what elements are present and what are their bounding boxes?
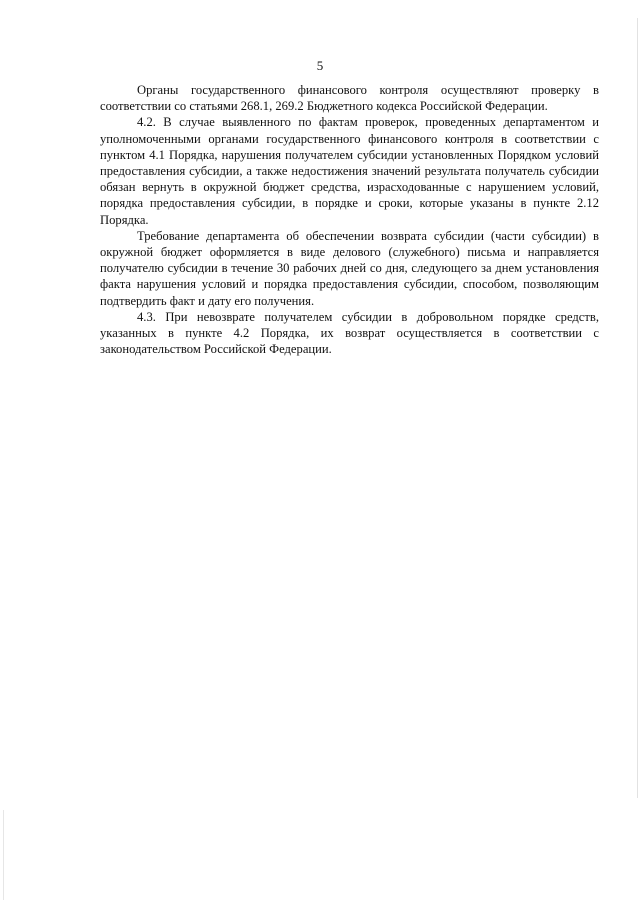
- page-edge-line: [3, 810, 4, 900]
- paragraph-4-2: 4.2. В случае выявленного по фактам проверок, проведенных департаментом и уполномоченными органами государственного финансового контроля в соответствии с пунктом 4.1 Порядка, нарушения получателем субсидии установленных Порядком условий предоставления субсидии, а также недостижения значений результата получатель субсидии обязан вернуть в окружной бюджет средства, израсходованные с нарушением условий, порядка предоставления субсидии, в порядке и сроки, которые указаны в пункте 2.12 Порядка.: [100, 115, 599, 227]
- document-body: [100, 82, 599, 357]
- page-edge-line: [637, 18, 638, 798]
- paragraph-4-3: 4.3. При невозврате получателем субсидии в добровольном порядке средств, указанных в пункте 4.2 Порядка, их возврат осуществляется в соответствии с законодательством Российской Федерации.: [100, 309, 599, 357]
- paragraph-control-bodies: Органы государственного финансового контроля осуществляют проверку в соответствии со статьями 268.1, 269.2 Бюджетного кодекса Российской Федерации.: [100, 83, 599, 114]
- paragraph-refund-requirement: Требование департамента об обеспечении возврата субсидии (части субсидии) в окружной бюджет оформляется в виде делового (служебного) письма и направляется получателю субсидии в течение 30 рабочих дней со дня, следующего за днем установления факта нарушения условий и порядка предоставления субсидии, способом, позволяющим подтвердить факт и дату его получения.: [100, 228, 599, 308]
- page-number: 5: [316, 58, 324, 73]
